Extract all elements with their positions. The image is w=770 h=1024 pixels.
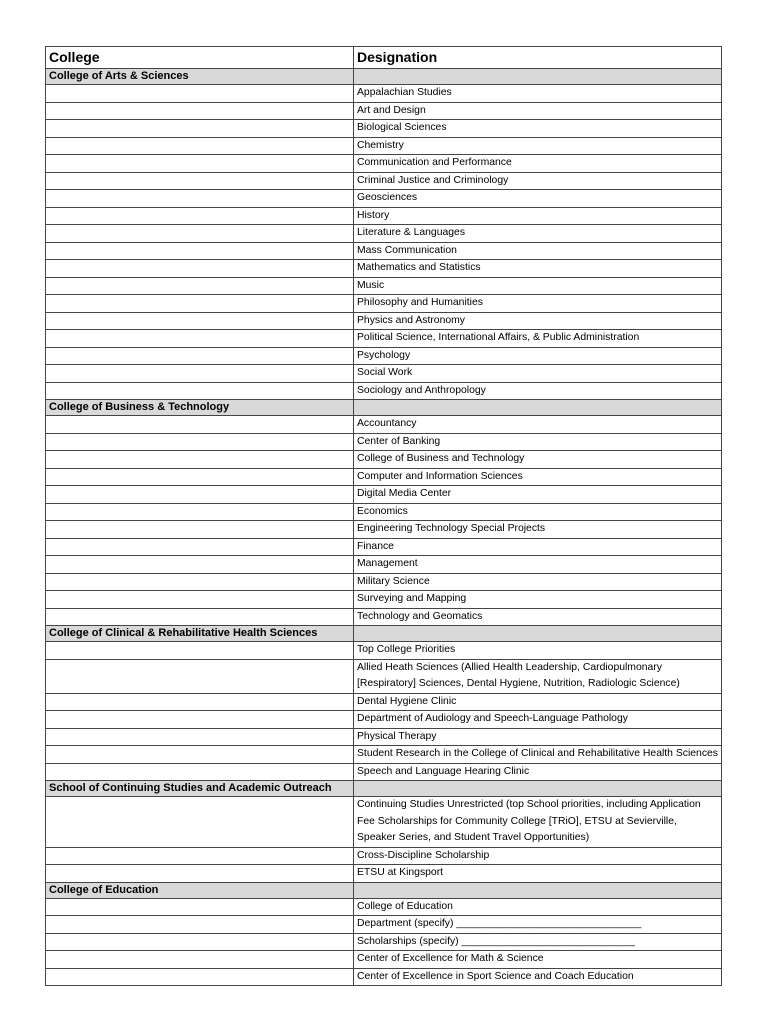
- designation-cell: College of Education: [354, 898, 722, 916]
- designation-row: [46, 951, 722, 969]
- college-cell-empty: [46, 521, 354, 539]
- designation-row: [46, 573, 722, 591]
- college-cell-empty: [46, 120, 354, 138]
- designation-cell: Literature & Languages: [354, 225, 722, 243]
- college-designation-empty: [354, 400, 722, 416]
- college-cell-empty: [46, 225, 354, 243]
- designation-cell: Music: [354, 277, 722, 295]
- designation-row: [46, 933, 722, 951]
- designation-cell: Engineering Technology Special Projects: [354, 521, 722, 539]
- college-cell-empty: [46, 728, 354, 746]
- college-cell-empty: [46, 365, 354, 383]
- designation-row: [46, 102, 722, 120]
- designation-row: [46, 347, 722, 365]
- designation-row: [46, 172, 722, 190]
- college-group-row: [46, 400, 722, 416]
- designation-cell: Management: [354, 556, 722, 574]
- designation-cell: Technology and Geomatics: [354, 608, 722, 626]
- designation-row: [46, 763, 722, 781]
- designation-cell: Cross-Discipline Scholarship: [354, 847, 722, 865]
- college-cell-empty: [46, 451, 354, 469]
- college-cell-empty: [46, 207, 354, 225]
- college-cell-empty: [46, 312, 354, 330]
- designation-row: [46, 642, 722, 660]
- designation-cell: Mathematics and Statistics: [354, 260, 722, 278]
- designation-cell: Dental Hygiene Clinic: [354, 693, 722, 711]
- designation-row: [46, 260, 722, 278]
- college-designation-empty: [354, 626, 722, 642]
- designation-row: [46, 365, 722, 383]
- designation-cell: Physics and Astronomy: [354, 312, 722, 330]
- designation-row: [46, 486, 722, 504]
- designation-row: [46, 711, 722, 729]
- college-cell-empty: [46, 797, 354, 848]
- designation-row: [46, 746, 722, 764]
- designation-row: [46, 155, 722, 173]
- college-cell-empty: [46, 260, 354, 278]
- designation-cell: Center of Excellence for Math & Science: [354, 951, 722, 969]
- designation-cell: Chemistry: [354, 137, 722, 155]
- designation-cell: Continuing Studies Unrestricted (top School priorities, including Application Fee Scholarships for Community College [TRiO], ETSU at Sevierville, Speaker Series, and Student Travel Opportunities): [354, 797, 722, 848]
- designation-row: [46, 503, 722, 521]
- designation-row: [46, 556, 722, 574]
- college-cell-empty: [46, 898, 354, 916]
- designation-row: [46, 865, 722, 883]
- designation-cell: Mass Communication: [354, 242, 722, 260]
- designation-cell: Center of Banking: [354, 433, 722, 451]
- designation-cell: Sociology and Anthropology: [354, 382, 722, 400]
- designation-cell: Physical Therapy: [354, 728, 722, 746]
- header-row: [46, 47, 722, 69]
- college-group-row: [46, 626, 722, 642]
- college-name: College of Arts & Sciences: [46, 69, 354, 85]
- college-group-row: [46, 781, 722, 797]
- designation-row: [46, 521, 722, 539]
- designation-row: [46, 797, 722, 848]
- designation-row: [46, 451, 722, 469]
- designation-cell: Computer and Information Sciences: [354, 468, 722, 486]
- college-cell-empty: [46, 591, 354, 609]
- designation-cell: Geosciences: [354, 190, 722, 208]
- designation-cell: History: [354, 207, 722, 225]
- designation-cell: Center of Excellence in Sport Science and Coach Education: [354, 968, 722, 986]
- college-name: School of Continuing Studies and Academic Outreach: [46, 781, 354, 797]
- college-cell-empty: [46, 242, 354, 260]
- college-cell-empty: [46, 155, 354, 173]
- designation-row: [46, 207, 722, 225]
- designation-row: [46, 277, 722, 295]
- designation-row: [46, 898, 722, 916]
- college-cell-empty: [46, 102, 354, 120]
- college-cell-empty: [46, 746, 354, 764]
- designation-row: [46, 538, 722, 556]
- college-cell-empty: [46, 416, 354, 434]
- designation-cell: College of Business and Technology: [354, 451, 722, 469]
- college-cell-empty: [46, 330, 354, 348]
- college-cell-empty: [46, 659, 354, 693]
- designation-cell: Military Science: [354, 573, 722, 591]
- college-name: College of Clinical & Rehabilitative Health Sciences: [46, 626, 354, 642]
- designation-cell: Communication and Performance: [354, 155, 722, 173]
- designation-cell: Art and Design: [354, 102, 722, 120]
- designation-row: [46, 312, 722, 330]
- designation-cell: Top College Priorities: [354, 642, 722, 660]
- designation-row: [46, 728, 722, 746]
- designation-cell: Speech and Language Hearing Clinic: [354, 763, 722, 781]
- college-cell-empty: [46, 711, 354, 729]
- designation-cell: Political Science, International Affairs, & Public Administration: [354, 330, 722, 348]
- designation-row: [46, 416, 722, 434]
- college-designation-empty: [354, 781, 722, 797]
- college-name: College of Education: [46, 882, 354, 898]
- college-group-row: [46, 69, 722, 85]
- college-cell-empty: [46, 538, 354, 556]
- designation-cell: ETSU at Kingsport: [354, 865, 722, 883]
- designation-row: [46, 916, 722, 934]
- designation-cell: Scholarships (specify) ______________________________: [354, 933, 722, 951]
- college-cell-empty: [46, 916, 354, 934]
- college-cell-empty: [46, 933, 354, 951]
- designation-row: [46, 120, 722, 138]
- college-cell-empty: [46, 503, 354, 521]
- designation-cell: Accountancy: [354, 416, 722, 434]
- college-cell-empty: [46, 693, 354, 711]
- college-cell-empty: [46, 433, 354, 451]
- designation-cell: Allied Heath Sciences (Allied Health Leadership, Cardiopulmonary [Respiratory] Sciences, Dental Hygiene, Nutrition, Radiologic Science): [354, 659, 722, 693]
- college-cell-empty: [46, 137, 354, 155]
- designation-row: [46, 295, 722, 313]
- designation-cell: Digital Media Center: [354, 486, 722, 504]
- designation-row: [46, 330, 722, 348]
- college-cell-empty: [46, 347, 354, 365]
- college-cell-empty: [46, 763, 354, 781]
- designation-row: [46, 85, 722, 103]
- designation-cell: Department (specify) ________________________________: [354, 916, 722, 934]
- college-cell-empty: [46, 486, 354, 504]
- designation-cell: Student Research in the College of Clinical and Rehabilitative Health Sciences: [354, 746, 722, 764]
- designation-cell: Biological Sciences: [354, 120, 722, 138]
- designation-row: [46, 693, 722, 711]
- college-cell-empty: [46, 295, 354, 313]
- college-cell-empty: [46, 865, 354, 883]
- college-cell-empty: [46, 608, 354, 626]
- designation-cell: Appalachian Studies: [354, 85, 722, 103]
- college-name: College of Business & Technology: [46, 400, 354, 416]
- designation-cell: Surveying and Mapping: [354, 591, 722, 609]
- designation-cell: Social Work: [354, 365, 722, 383]
- designation-table: [45, 46, 722, 986]
- college-column-header: College: [46, 47, 354, 69]
- designation-cell: Department of Audiology and Speech-Language Pathology: [354, 711, 722, 729]
- designation-cell: Psychology: [354, 347, 722, 365]
- college-cell-empty: [46, 847, 354, 865]
- designation-column-header: Designation: [354, 47, 722, 69]
- college-cell-empty: [46, 468, 354, 486]
- college-cell-empty: [46, 277, 354, 295]
- designation-cell: Finance: [354, 538, 722, 556]
- designation-cell: Philosophy and Humanities: [354, 295, 722, 313]
- designation-row: [46, 608, 722, 626]
- designation-row: [46, 242, 722, 260]
- college-designation-empty: [354, 69, 722, 85]
- designation-row: [46, 659, 722, 693]
- college-cell-empty: [46, 556, 354, 574]
- college-cell-empty: [46, 951, 354, 969]
- designation-row: [46, 847, 722, 865]
- designation-row: [46, 591, 722, 609]
- college-cell-empty: [46, 573, 354, 591]
- designation-row: [46, 382, 722, 400]
- college-cell-empty: [46, 190, 354, 208]
- designation-row: [46, 225, 722, 243]
- designation-row: [46, 968, 722, 986]
- designation-row: [46, 468, 722, 486]
- college-designation-empty: [354, 882, 722, 898]
- designation-row: [46, 137, 722, 155]
- designation-cell: Economics: [354, 503, 722, 521]
- college-cell-empty: [46, 968, 354, 986]
- college-cell-empty: [46, 382, 354, 400]
- designation-row: [46, 433, 722, 451]
- college-cell-empty: [46, 172, 354, 190]
- designation-row: [46, 190, 722, 208]
- college-group-row: [46, 882, 722, 898]
- designation-cell: Criminal Justice and Criminology: [354, 172, 722, 190]
- college-cell-empty: [46, 642, 354, 660]
- college-cell-empty: [46, 85, 354, 103]
